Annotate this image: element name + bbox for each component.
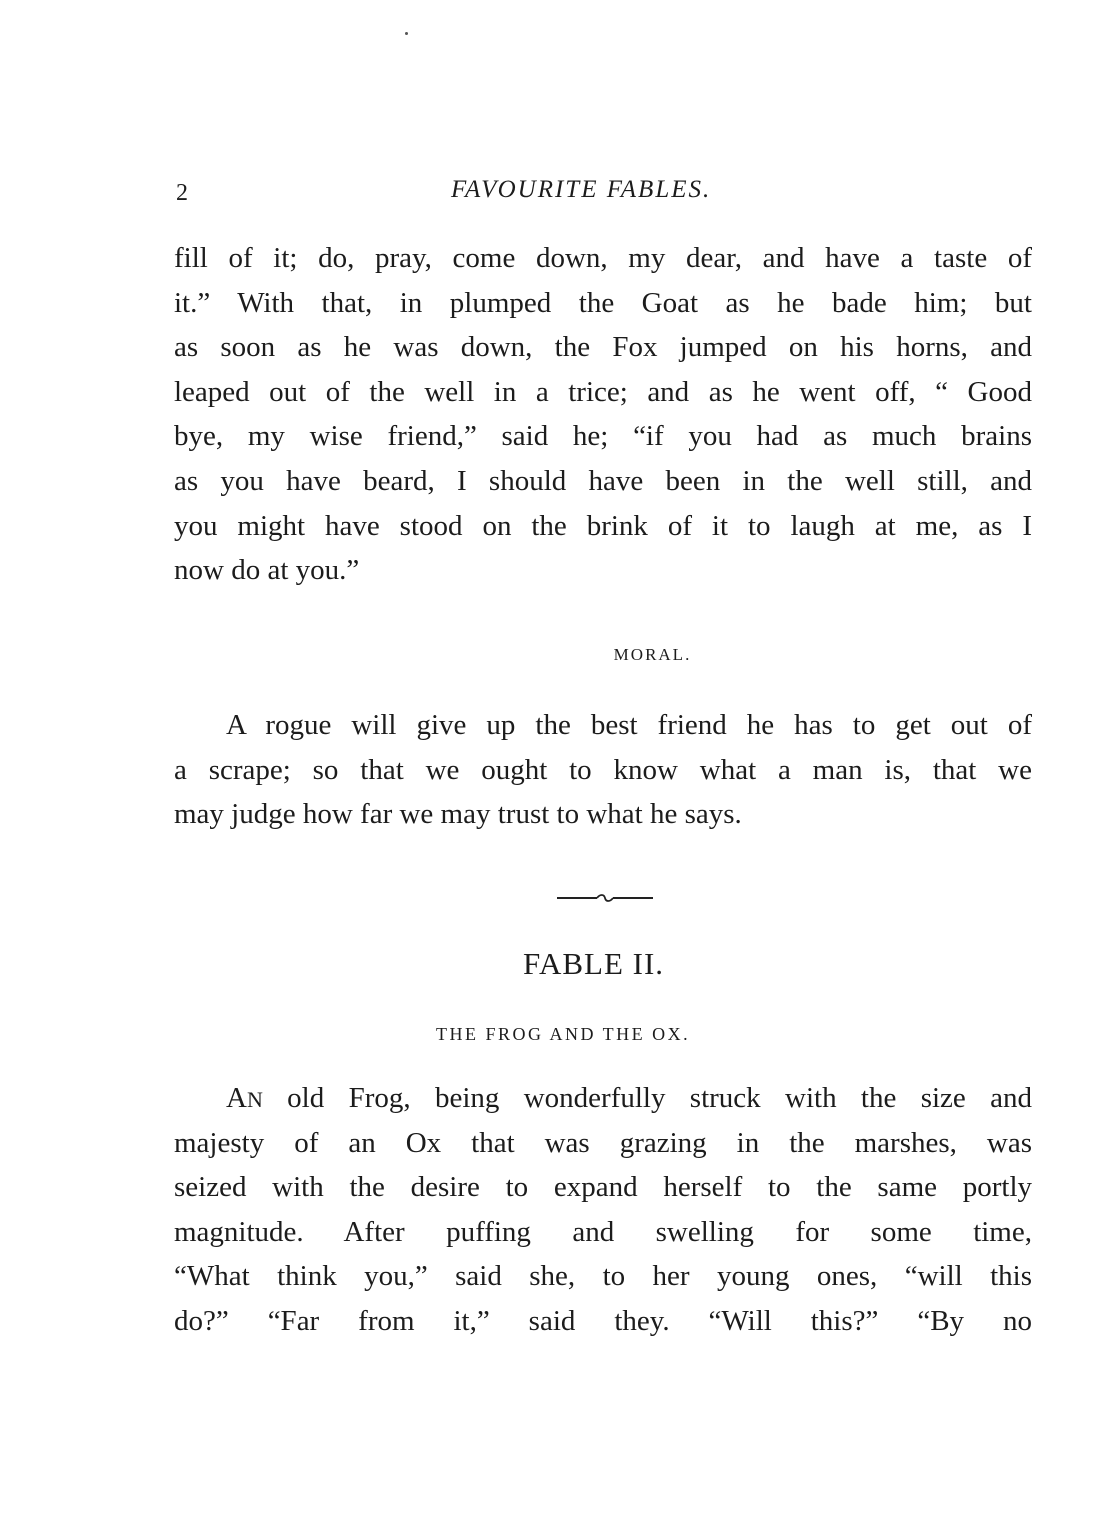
initial-letter: A — [226, 1082, 247, 1114]
text-line: may judge how far we may trust to what he says. — [174, 798, 742, 831]
running-head — [176, 174, 1031, 214]
paper-speck — [405, 32, 408, 35]
text-line: leaped out of the well in a trice; and as he went off, “ Good — [174, 375, 1032, 408]
running-title: FAVOURITE FABLES. — [451, 176, 712, 203]
first-line-rest: old Frog, being wonderfully struck with the size and — [262, 1082, 1032, 1114]
initial-smallcap: N — [246, 1087, 263, 1112]
text-line: a scrape; so that we ought to know what a man is, that we — [174, 753, 1032, 786]
text-line: you might have stood on the brink of it to laugh at me, as I — [174, 509, 1032, 542]
text-line: seized with the desire to expand herself to the same portly — [174, 1171, 1032, 1204]
text-line: magnitude. After puffing and swelling for some time, — [174, 1215, 1032, 1248]
text-line: as you have beard, I should have been in the well still, and — [174, 464, 1032, 497]
section-divider-ornament — [557, 892, 653, 904]
text-line: majesty of an Ox that was grazing in the marshes, was — [174, 1126, 1032, 1159]
fable-subtitle: THE FROG AND THE OX. — [436, 1024, 691, 1044]
page-number: 2 — [176, 180, 188, 206]
text-line: A rogue will give up the best friend he has to get out of — [226, 709, 1032, 741]
text-line: now do at you.” — [174, 554, 360, 587]
text-line: it.” With that, in plumped the Goat as he bade him; but — [174, 286, 1032, 319]
fable-title: FABLE II. — [523, 946, 665, 981]
text-line: fill of it; do, pray, come down, my dear, and have a taste of — [174, 242, 1032, 274]
text-line: “What think you,” said she, to her young ones, “will this — [174, 1260, 1032, 1293]
moral-paragraph — [174, 703, 1032, 837]
continuation-paragraph — [174, 236, 1032, 593]
moral-heading: MORAL. — [613, 645, 692, 664]
text-line — [174, 1076, 1032, 1121]
text-line: do?” “Far from it,” said they. “Will this?” “By no — [174, 1304, 1032, 1337]
text-line: as soon as he was down, the Fox jumped on his horns, and — [174, 331, 1032, 364]
text-line: bye, my wise friend,” said he; “if you had as much brains — [174, 420, 1032, 453]
fable-paragraph — [174, 1076, 1032, 1344]
